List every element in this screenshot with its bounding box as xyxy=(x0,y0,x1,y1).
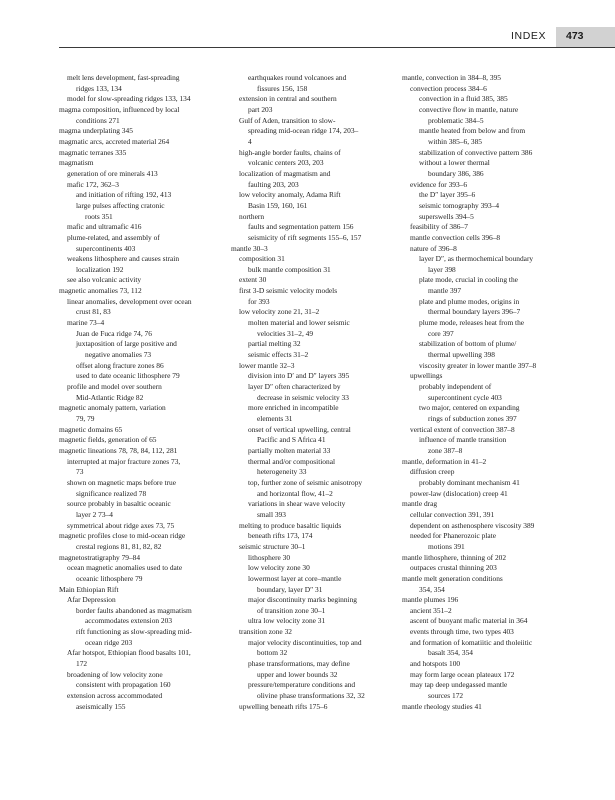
index-entry: Basin 159, 160, 161 xyxy=(248,200,308,210)
index-entry: extent 30 xyxy=(239,275,267,285)
running-title: INDEX xyxy=(511,30,547,42)
header-rule xyxy=(59,47,556,48)
index-entry: layer D″ often characterized by xyxy=(248,382,341,392)
index-entry: profile and model over southern xyxy=(67,382,162,392)
index-entry: lowermost layer at core–mantle xyxy=(248,573,342,583)
index-entry: supercontinent cycle 403 xyxy=(428,392,502,402)
index-entry: major discontinuity marks beginning xyxy=(248,595,357,605)
index-entry: thermal boundary layers 396–7 xyxy=(428,307,521,317)
index-entry: faults and segmentation pattern 156 xyxy=(248,222,354,232)
index-entry: events through time, two types 403 xyxy=(410,627,514,637)
index-entry: layer 2 73–4 xyxy=(76,509,113,519)
index-entry: see also volcanic activity xyxy=(67,275,142,285)
index-entry: mantle lithosphere, thinning of 202 xyxy=(402,552,507,562)
index-entry: mantle, convection in 384–8, 395 xyxy=(402,73,501,82)
index-entry: weakens lithosphere and causes strain xyxy=(67,254,180,264)
index-entry: consistent with propagation 160 xyxy=(76,680,171,690)
index-entry: model for slow-spreading ridges 133, 134 xyxy=(67,94,191,104)
index-entry: low velocity zone 30 xyxy=(248,563,310,573)
index-entry: bulk mantle composition 31 xyxy=(248,264,331,274)
index-entry: velocities 31–2, 49 xyxy=(257,328,314,338)
index-entry: accommodates extension 203 xyxy=(85,616,173,626)
index-entry: mantle convection cells 396–8 xyxy=(410,232,501,242)
index-entry: viscosity greater in lower mantle 397–8 xyxy=(419,360,537,370)
index-entry: within 385–6, 385 xyxy=(428,136,482,146)
index-entry: may form large ocean plateaux 172 xyxy=(410,669,515,679)
index-entry: upwelling beneath rifts 175–6 xyxy=(239,701,328,711)
index-entry: 79, 79 xyxy=(76,414,95,423)
index-entry: 172 xyxy=(76,659,88,669)
index-entry: shown on magnetic maps before true xyxy=(67,477,176,487)
index-entry: magmatic terranes 335 xyxy=(59,147,127,157)
index-entry: major velocity discontinuities, top and xyxy=(248,637,362,647)
index-entry: lower mantle 32–3 xyxy=(239,360,295,370)
index-entry: zone 387–8 xyxy=(428,445,463,455)
index-entry: basalt 354, 354 xyxy=(428,648,473,658)
index-entry: decrease in seismic velocity 33 xyxy=(257,392,349,402)
index-entry: interrupted at major fracture zones 73, xyxy=(67,456,181,466)
index-entry: boundary 386, 386 xyxy=(428,168,484,178)
index-entry: mantle drag xyxy=(402,499,438,509)
index-entry: beneath rifts 173, 174 xyxy=(248,531,313,541)
index-entry: outpaces crustal thinning 203 xyxy=(410,563,497,573)
index-entry: small 393 xyxy=(257,509,286,519)
index-entry: thermal upwelling 398 xyxy=(428,350,495,360)
index-entry: partial melting 32 xyxy=(248,339,301,349)
index-entry: bottom 32 xyxy=(257,648,288,658)
index-entry: and hotspots 100 xyxy=(410,659,461,669)
index-entry: Main Ethiopian Rift xyxy=(59,584,119,594)
index-entry: upper and lower bounds 32 xyxy=(257,669,338,679)
index-entry: molten material and lower seismic xyxy=(248,318,350,328)
index-entry: thermal and/or compositional xyxy=(248,456,336,466)
index-entry: symmetrical about ridge axes 73, 75 xyxy=(67,520,175,530)
index-entry: probably independent of xyxy=(419,382,492,392)
index-entry: magmatic arcs, accreted material 264 xyxy=(59,136,170,146)
page-number-box xyxy=(556,27,615,48)
index-entry: oceanic lithosphere 79 xyxy=(76,573,143,583)
index-entry: linear anomalies, development over ocean xyxy=(67,296,192,306)
index-entry: phase transformations, may define xyxy=(248,659,350,669)
index-entry: ancient 351–2 xyxy=(410,605,452,615)
index-entry: juxtaposition of large positive and xyxy=(76,339,177,349)
index-entry: without a lower thermal xyxy=(419,158,490,168)
index-entry: needed for Phanerozoic plate xyxy=(410,531,496,541)
index-entry: melt lens development, fast-spreading xyxy=(67,73,180,82)
index-entry: 73 xyxy=(76,467,84,477)
index-entry: Afar hotspot, Ethiopian flood basalts 101, xyxy=(67,648,191,658)
index-entry: faulting 203, 203 xyxy=(248,179,299,189)
index-entry: low velocity anomaly, Adama Rift xyxy=(239,190,341,200)
index-column-3 xyxy=(402,73,587,712)
index-entry: northern xyxy=(239,211,265,221)
index-entry: convection in a fluid 385, 385 xyxy=(419,94,508,104)
index-entry: seismicity of rift segments 155–6, 157 xyxy=(248,232,362,242)
index-entry: ridges 133, 134 xyxy=(76,83,122,93)
index-entry: heterogeneity 33 xyxy=(257,467,307,477)
page-number: 473 xyxy=(566,30,584,42)
index-entry: aseismically 155 xyxy=(76,701,126,711)
index-entry: Afar Depression xyxy=(67,595,116,605)
index-entry: superswells 394–5 xyxy=(419,211,474,221)
index-entry: border faults abandoned as magmatism xyxy=(76,605,192,615)
index-entry: magnetic anomaly pattern, variation xyxy=(59,403,166,413)
index-entry: fissures 156, 158 xyxy=(257,83,308,93)
index-entry: Mid-Atlantic Ridge 82 xyxy=(76,392,144,402)
index-entry: mantle rheology studies 41 xyxy=(402,701,482,711)
index-entry: earthquakes round volcanoes and xyxy=(248,73,347,82)
index-entry: plate and plume modes, origins in xyxy=(419,296,520,306)
index-entry: probably dominant mechanism 41 xyxy=(419,477,520,487)
index-entry: mantle 397 xyxy=(428,286,462,296)
index-entry: may tap deep undegassed mantle xyxy=(410,680,508,690)
index-entry: stabilization of convective pattern 386 xyxy=(419,147,533,157)
index-entry: rings of subduction zones 397 xyxy=(428,414,517,423)
index-entry: mafic 172, 362–3 xyxy=(67,179,119,189)
index-entry: convection process 384–6 xyxy=(410,83,487,93)
index-entry: mantle heated from below and from xyxy=(419,126,526,136)
index-entry: feasibility of 386–7 xyxy=(410,222,468,232)
index-entry: variations in shear wave velocity xyxy=(248,499,346,509)
index-entry: 354, 354 xyxy=(419,584,445,594)
index-entry: of transition zone 30–1 xyxy=(257,605,326,615)
index-entry: motions 391 xyxy=(428,541,465,551)
index-entry: evidence for 393–6 xyxy=(410,179,468,189)
index-entry: seismic tomography 393–4 xyxy=(419,200,500,210)
index-entry: ocean magnetic anomalies used to date xyxy=(67,563,183,573)
index-entry: ocean ridge 203 xyxy=(85,637,133,647)
index-entry: Juan de Fuca ridge 74, 76 xyxy=(76,328,152,338)
index-entry: and formation of komatiitic and tholeiitic xyxy=(410,637,533,647)
index-entry: roots 351 xyxy=(85,211,113,221)
index-entry: seismic structure 30–1 xyxy=(239,541,306,551)
index-entry: upwellings xyxy=(410,371,443,381)
index-entry: magnetic fields, generation of 65 xyxy=(59,435,157,445)
index-entry: magnetic lineations 78, 78, 84, 112, 281 xyxy=(59,445,178,455)
page-number-box-rule xyxy=(556,47,615,48)
index-entry: composition 31 xyxy=(239,254,285,264)
index-entry: localization 192 xyxy=(76,264,124,274)
running-header xyxy=(0,27,615,47)
index-entry: elements 31 xyxy=(257,414,293,423)
index-entry: extension in central and southern xyxy=(239,94,337,104)
index-entry: large pulses affecting cratonic xyxy=(76,200,165,210)
index-entry: conditions 271 xyxy=(76,115,120,125)
index-entry: influence of mantle transition xyxy=(419,435,507,445)
index-entry: volcanic centers 203, 203 xyxy=(248,158,324,168)
index-entry: crestal regions 81, 81, 82, 82 xyxy=(76,541,162,551)
index-entry: mantle melt generation conditions xyxy=(402,573,503,583)
index-entry: marine 73–4 xyxy=(67,318,105,328)
index-entry: rift functioning as slow-spreading mid- xyxy=(76,627,192,637)
index-entry: mafic and ultramafic 416 xyxy=(67,222,142,232)
index-entry: more enriched in incompatible xyxy=(248,403,339,413)
index-entry: mantle plumes 196 xyxy=(402,595,459,605)
index-entry: broadening of low velocity zone xyxy=(67,669,163,679)
index-entry: division into D′ and D″ layers 395 xyxy=(248,371,350,381)
index-entry: top, further zone of seismic anisotropy xyxy=(248,477,363,487)
index-entry: for 393 xyxy=(248,296,270,306)
index-entry: used to date oceanic lithosphere 79 xyxy=(76,371,180,381)
index-entry: mantle 30–3 xyxy=(231,243,268,253)
index-entry: spreading mid-ocean ridge 174, 203– xyxy=(248,126,359,136)
index-entry: seismic effects 31–2 xyxy=(248,350,309,360)
index-entry: offset along fracture zones 86 xyxy=(76,360,164,370)
index-entry: core 397 xyxy=(428,328,454,338)
index-entry: cellular convection 391, 391 xyxy=(410,509,495,519)
index-entry: localization of magmatism and xyxy=(239,168,331,178)
index-entry: first 3-D seismic velocity models xyxy=(239,286,338,296)
index-entry: part 203 xyxy=(248,104,273,114)
index-entry: plume mode, releases heat from the xyxy=(419,318,525,328)
index-entry: source probably in basaltic oceanic xyxy=(67,499,171,509)
index-entry: magnetic profiles close to mid-ocean ridge xyxy=(59,531,186,541)
index-entry: partially molten material 33 xyxy=(248,445,331,455)
index-entry: plate mode, crucial in cooling the xyxy=(419,275,518,285)
index-entry: vertical extent of convection 387–8 xyxy=(410,424,515,434)
index-entry: boundary, layer D″ 31 xyxy=(257,584,323,594)
index-entry: Gulf of Aden, transition to slow- xyxy=(239,115,336,125)
index-column-2 xyxy=(231,73,407,712)
index-entry: Pacific and S Africa 41 xyxy=(257,435,326,445)
index-entry: lithosphere 30 xyxy=(248,552,291,562)
index-entry: and horizontal flow, 41–2 xyxy=(257,488,333,498)
index-entry: magnetic anomalies 73, 112 xyxy=(59,286,142,296)
index-entry: supercontinents 403 xyxy=(76,243,136,253)
index-entry: transition zone 32 xyxy=(239,627,292,637)
index-entry: convective flow in mantle, nature xyxy=(419,104,519,114)
index-entry: nature of 396–8 xyxy=(410,243,457,253)
index-entry: layer 398 xyxy=(428,264,456,274)
index-entry: ultra low velocity zone 31 xyxy=(248,616,326,626)
index-entry: onset of vertical upwelling, central xyxy=(248,424,351,434)
index-entry: pressure/temperature conditions and xyxy=(248,680,356,690)
index-entry: and initiation of rifting 192, 413 xyxy=(76,190,172,200)
index-column-1 xyxy=(59,73,229,712)
index-entry: high-angle border faults, chains of xyxy=(239,147,341,157)
index-entry: extension across accommodated xyxy=(67,691,163,701)
index-entry: crust 81, 83 xyxy=(76,307,111,317)
index-entry: significance realized 78 xyxy=(76,488,147,498)
index-entry: sources 172 xyxy=(428,691,464,701)
index-entry: mantle, deformation in 41–2 xyxy=(402,456,487,466)
index-entry: problematic 384–5 xyxy=(428,115,484,125)
index-entry: layer D″, as thermochemical boundary xyxy=(419,254,534,264)
index-entry: dependent on asthenosphere viscosity 389 xyxy=(410,520,535,530)
index-entry: low velocity zone 21, 31–2 xyxy=(239,307,320,317)
index-entry: magma underplating 345 xyxy=(59,126,133,136)
index-entry: negative anomalies 73 xyxy=(85,350,152,360)
index-entry: ascent of buoyant mafic material in 364 xyxy=(410,616,528,626)
index-entry: generation of ore minerals 413 xyxy=(67,168,158,178)
index-entry: magnetostratigraphy 79–84 xyxy=(59,552,141,562)
index-entry: magma composition, influenced by local xyxy=(59,104,180,114)
index-entry: two major, centered on expanding xyxy=(419,403,520,413)
index-entry: power-law (dislocation) creep 41 xyxy=(410,488,508,498)
index-entry: diffusion creep xyxy=(410,467,455,477)
index-entry: olivine phase transformations 32, 32 xyxy=(257,691,365,701)
index-entry: magmatism xyxy=(59,158,94,168)
index-entry: magnetic domains 65 xyxy=(59,424,123,434)
index-entry: the D″ layer 395–6 xyxy=(419,190,476,200)
index-entry: melting to produce basaltic liquids xyxy=(239,520,342,530)
index-entry: stabilization of bottom of plume/ xyxy=(419,339,517,349)
index-entry: 4 xyxy=(248,136,252,146)
index-entry: plume-related, and assembly of xyxy=(67,232,160,242)
